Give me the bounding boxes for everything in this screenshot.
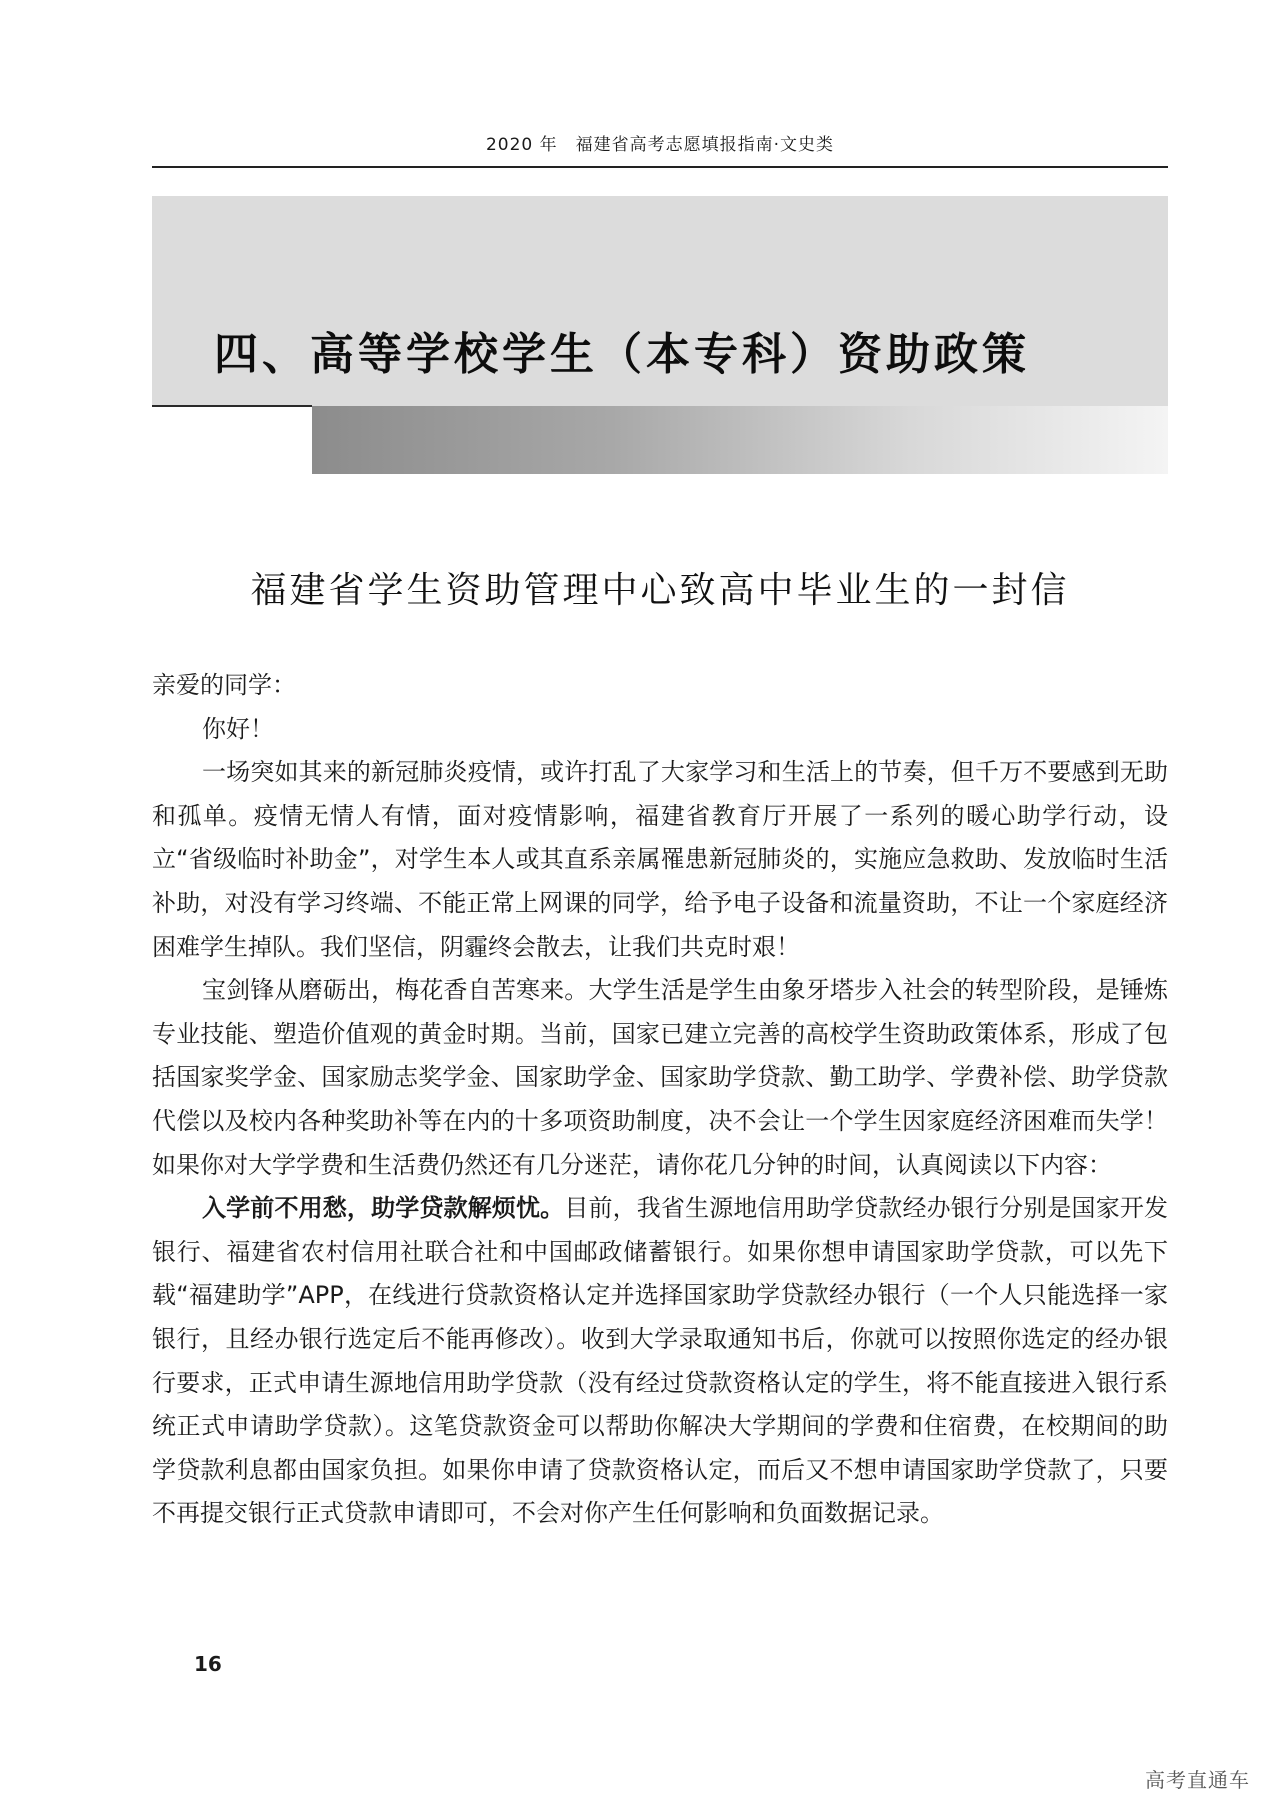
running-header	[152, 130, 1168, 155]
header-rule	[152, 166, 1168, 168]
watermark: 高考直通车	[1145, 1768, 1250, 1792]
letter-greeting: 你好！	[202, 714, 274, 743]
letter-salutation: 亲爱的同学：	[152, 671, 296, 699]
page-number: 16	[194, 1652, 222, 1676]
letter-paragraph	[152, 1187, 1168, 1536]
banner-divider	[152, 405, 312, 407]
letter-body	[152, 664, 1168, 1536]
letter-paragraph: 一场突如其来的新冠肺炎疫情，或许打乱了大家学习和生活上的节奏，但千万不要感到无助和孤单。疫情无情人有情，面对疫情影响，福建省教育厅开展了一系列的暖心助学行动，设立“省级临时补助金”，对学生本人或其直系亲属罹患新冠肺炎的，实施应急救助、发放临时生活补助，对没有学习终端、不能正常上网课的同学，给予电子设备和流量资助，不让一个家庭经济困难学生掉队。我们坚信，阴霾终会散去，让我们共克时艰！	[152, 758, 1168, 961]
paragraph-lead: 入学前不用愁，助学贷款解烦忧。	[202, 1194, 565, 1223]
header-year: 2020 年	[485, 135, 558, 155]
banner-gradient-bar	[312, 406, 1168, 474]
letter-title: 福建省学生资助管理中心致高中毕业生的一封信	[250, 570, 1070, 611]
header-book-title: 福建省高考志愿填报指南·文史类	[575, 135, 835, 155]
chapter-title: 四、高等学校学生（本专科）资助政策	[214, 329, 1030, 380]
paragraph-text: 目前，我省生源地信用助学贷款经办银行分别是国家开发银行、福建省农村信用社联合社和中国邮政储蓄银行。如果你想申请国家助学贷款，可以先下载“福建助学”APP，在线进行贷款资格认定并选择国家助学贷款经办银行（一个人只能选择一家银行，且经办银行选定后不能再修改）。收到大学录取通知书后，你就可以按照你选定的经办银行要求，正式申请生源地信用助学贷款（没有经过贷款资格认定的学生，将不能直接进入银行系统正式申请助学贷款）。这笔贷款资金可以帮助你解决大学期间的学费和住宿费，在校期间的助学贷款利息都由国家负担。如果你申请了贷款资格认定，而后又不想申请国家助学贷款了，只要不再提交银行正式贷款申请即可，不会对你产生任何影响和负面数据记录。	[152, 1194, 1169, 1528]
letter-paragraph: 宝剑锋从磨砺出，梅花香自苦寒来。大学生活是学生由象牙塔步入社会的转型阶段，是锤炼专业技能、塑造价值观的黄金时期。当前，国家已建立完善的高校学生资助政策体系，形成了包括国家奖学金、国家励志奖学金、国家助学金、国家助学贷款、勤工助学、学费补偿、助学贷款代偿以及校内各种奖助补等在内的十多项资助制度，决不会让一个学生因家庭经济困难而失学！如果你对大学学费和生活费仍然还有几分迷茫，请你花几分钟的时间，认真阅读以下内容：	[152, 976, 1168, 1179]
